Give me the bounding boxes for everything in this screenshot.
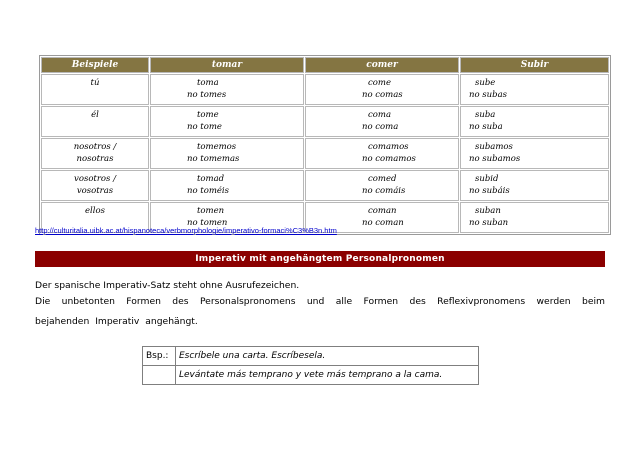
table-row: [41, 74, 609, 105]
example-label: Bsp.:: [143, 347, 176, 366]
cell-line: él: [91, 110, 99, 120]
cell-line: no tome: [187, 122, 222, 132]
cell-subir: [460, 170, 609, 201]
cell-line: ellos: [85, 206, 105, 216]
cell-tomar: [150, 74, 304, 105]
header-comer: comer: [305, 57, 459, 73]
cell-line: no subas: [469, 90, 508, 100]
cell-line: no comáis: [362, 186, 406, 196]
cell-tomar: [150, 106, 304, 137]
cell-line: no coman: [362, 218, 404, 228]
cell-tomar: [150, 170, 304, 201]
table-row: [41, 106, 609, 137]
cell-comer: [305, 106, 459, 137]
cell-beispiele: [41, 138, 149, 169]
table-row: [41, 170, 609, 201]
cell-beispiele: [41, 170, 149, 201]
cell-line: suba: [475, 110, 496, 120]
cell-tomar: [150, 138, 304, 169]
cell-line: subid: [475, 174, 499, 184]
paragraph-pronoun-rule: Die unbetonten Formen des Personalspronomens und alle Formen des Reflexivpronomens werden beim bejahenden Imperativ angehängt.: [35, 296, 605, 327]
cell-line: comed: [368, 174, 397, 184]
cell-beispiele: [41, 106, 149, 137]
cell-line: come: [368, 78, 391, 88]
cell-line: no subamos: [469, 154, 521, 164]
cell-comer: [305, 170, 459, 201]
cell-subir: [460, 202, 609, 233]
cell-line: tome: [197, 110, 219, 120]
example-sentence: Levántate más temprano y vete más temprano a la cama.: [176, 366, 479, 385]
example-label-empty: [143, 366, 176, 385]
cell-line: no comamos: [362, 154, 416, 164]
table-row: [41, 138, 609, 169]
cell-line: tomen: [197, 206, 225, 216]
cell-comer: [305, 74, 459, 105]
cell-line: nosotras: [76, 154, 114, 164]
cell-line: no coma: [362, 122, 399, 132]
cell-line: no tomen: [187, 218, 228, 228]
cell-line: no subáis: [469, 186, 510, 196]
cell-subir: [460, 74, 609, 105]
header-subir: Subir: [460, 57, 609, 73]
source-link[interactable]: http://culturitalia.uibk.ac.at/hispanoteca/verbmorphologie/imperativo-formaci%C3%B3n.htm: [35, 226, 337, 235]
cell-line: coma: [368, 110, 392, 120]
table-header-row: [41, 57, 609, 73]
cell-line: no tomemas: [187, 154, 240, 164]
cell-line: vosotras: [76, 186, 114, 196]
cell-line: suban: [475, 206, 501, 216]
header-tomar: tomar: [150, 57, 304, 73]
header-beispiele: Beispiele: [41, 57, 149, 73]
cell-line: tomad: [197, 174, 225, 184]
cell-line: nosotros /: [73, 142, 117, 152]
example-table: [142, 346, 479, 385]
cell-line: no toméis: [187, 186, 229, 196]
cell-line: tomemos: [197, 142, 237, 152]
cell-line: coman: [368, 206, 397, 216]
cell-line: no comas: [362, 90, 403, 100]
cell-line: subamos: [475, 142, 513, 152]
cell-subir: [460, 138, 609, 169]
cell-beispiele: [41, 74, 149, 105]
cell-line: no suban: [469, 218, 509, 228]
cell-line: toma: [197, 78, 219, 88]
cell-line: no tomes: [187, 90, 227, 100]
table-row: [143, 366, 479, 385]
cell-subir: [460, 106, 609, 137]
cell-line: comamos: [368, 142, 409, 152]
example-sentence: Escríbele una carta. Escríbesela.: [176, 347, 479, 366]
cell-line: sube: [475, 78, 496, 88]
cell-line: vosotros /: [74, 174, 116, 184]
table-row: [143, 347, 479, 366]
cell-line: tú: [90, 78, 100, 88]
cell-line: no suba: [469, 122, 503, 132]
conjugation-table: [39, 55, 611, 235]
section-heading-banner: Imperativ mit angehängtem Personalpronomen: [35, 251, 605, 267]
paragraph-no-exclamation: Der spanische Imperativ-Satz steht ohne Ausrufezeichen.: [35, 280, 300, 291]
cell-comer: [305, 138, 459, 169]
